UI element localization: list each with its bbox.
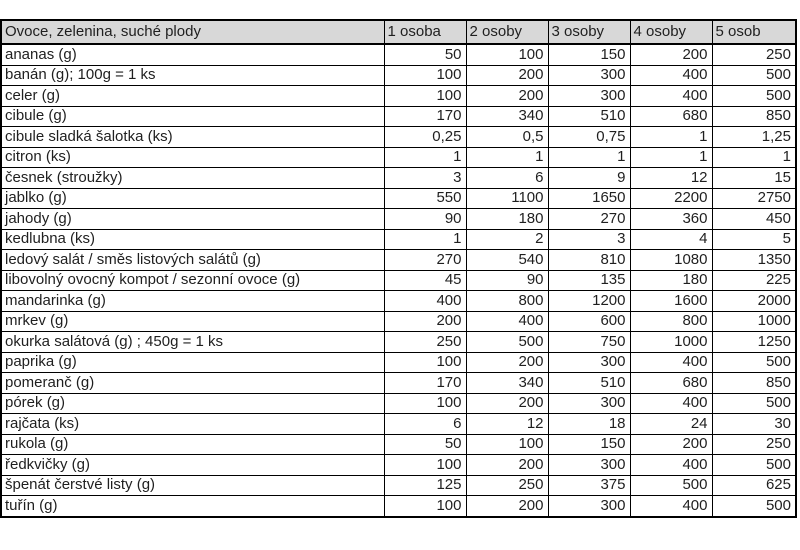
row-value-cell: 375 — [548, 475, 630, 496]
row-label-cell: pórek (g) — [1, 393, 384, 414]
row-value-cell: 600 — [548, 311, 630, 332]
row-value-cell: 360 — [630, 209, 712, 230]
row-value-cell: 750 — [548, 332, 630, 353]
row-value-cell: 500 — [712, 65, 796, 86]
row-label-cell: citron (ks) — [1, 147, 384, 168]
row-value-cell: 400 — [630, 455, 712, 476]
row-value-cell: 100 — [384, 352, 466, 373]
row-label-cell: celer (g) — [1, 86, 384, 107]
row-value-cell: 12 — [466, 414, 548, 435]
row-value-cell: 100 — [384, 86, 466, 107]
table-header-category: Ovoce, zelenina, suché plody — [1, 20, 384, 44]
row-value-cell: 400 — [630, 86, 712, 107]
row-value-cell: 90 — [466, 270, 548, 291]
table-row — [1, 250, 796, 271]
row-value-cell: 340 — [466, 106, 548, 127]
row-label-cell: česnek (stroužky) — [1, 168, 384, 189]
row-value-cell: 125 — [384, 475, 466, 496]
table-row — [1, 352, 796, 373]
row-value-cell: 300 — [548, 393, 630, 414]
row-value-cell: 1100 — [466, 188, 548, 209]
row-value-cell: 1650 — [548, 188, 630, 209]
row-value-cell: 1,25 — [712, 127, 796, 148]
row-value-cell: 1250 — [712, 332, 796, 353]
row-value-cell: 400 — [630, 65, 712, 86]
row-value-cell: 500 — [712, 393, 796, 414]
row-value-cell: 200 — [384, 311, 466, 332]
table-row — [1, 270, 796, 291]
row-value-cell: 200 — [466, 65, 548, 86]
row-label-cell: ředkvičky (g) — [1, 455, 384, 476]
table-header-5-osob: 5 osob — [712, 20, 796, 44]
row-label-cell: paprika (g) — [1, 352, 384, 373]
row-label-cell: špenát čerstvé listy (g) — [1, 475, 384, 496]
row-value-cell: 1350 — [712, 250, 796, 271]
row-label-cell: ananas (g) — [1, 44, 384, 65]
row-value-cell: 12 — [630, 168, 712, 189]
table-header-3-osoby: 3 osoby — [548, 20, 630, 44]
row-value-cell: 15 — [712, 168, 796, 189]
row-value-cell: 300 — [548, 455, 630, 476]
table-row — [1, 455, 796, 476]
row-value-cell: 1000 — [712, 311, 796, 332]
row-label-cell: jahody (g) — [1, 209, 384, 230]
row-value-cell: 200 — [466, 352, 548, 373]
row-value-cell: 300 — [548, 352, 630, 373]
row-label-cell: cibule sladká šalotka (ks) — [1, 127, 384, 148]
row-value-cell: 200 — [466, 393, 548, 414]
row-value-cell: 1 — [712, 147, 796, 168]
row-value-cell: 100 — [384, 393, 466, 414]
row-value-cell: 200 — [466, 496, 548, 517]
row-value-cell: 200 — [466, 86, 548, 107]
row-value-cell: 400 — [630, 352, 712, 373]
row-value-cell: 810 — [548, 250, 630, 271]
row-value-cell: 1600 — [630, 291, 712, 312]
row-value-cell: 680 — [630, 106, 712, 127]
row-value-cell: 1 — [630, 127, 712, 148]
table-row — [1, 86, 796, 107]
table-row — [1, 393, 796, 414]
row-value-cell: 500 — [712, 496, 796, 517]
row-value-cell: 500 — [712, 352, 796, 373]
table-row — [1, 106, 796, 127]
table-row — [1, 496, 796, 517]
row-value-cell: 50 — [384, 434, 466, 455]
row-value-cell: 1 — [630, 147, 712, 168]
row-value-cell: 90 — [384, 209, 466, 230]
row-label-cell: cibule (g) — [1, 106, 384, 127]
row-value-cell: 510 — [548, 106, 630, 127]
row-value-cell: 680 — [630, 373, 712, 394]
row-label-cell: banán (g); 100g = 1 ks — [1, 65, 384, 86]
row-value-cell: 340 — [466, 373, 548, 394]
row-value-cell: 150 — [548, 44, 630, 65]
row-value-cell: 45 — [384, 270, 466, 291]
table-header-row — [1, 20, 796, 44]
row-value-cell: 400 — [384, 291, 466, 312]
row-value-cell: 3 — [548, 229, 630, 250]
row-value-cell: 2 — [466, 229, 548, 250]
table-row — [1, 168, 796, 189]
table-row — [1, 229, 796, 250]
row-value-cell: 100 — [466, 44, 548, 65]
row-label-cell: mandarinka (g) — [1, 291, 384, 312]
row-value-cell: 540 — [466, 250, 548, 271]
row-value-cell: 24 — [630, 414, 712, 435]
row-value-cell: 800 — [466, 291, 548, 312]
row-label-cell: mrkev (g) — [1, 311, 384, 332]
row-value-cell: 100 — [384, 455, 466, 476]
row-value-cell: 500 — [466, 332, 548, 353]
table-row — [1, 209, 796, 230]
table-row — [1, 311, 796, 332]
row-value-cell: 400 — [466, 311, 548, 332]
row-label-cell: libovolný ovocný kompot / sezonní ovoce (g) — [1, 270, 384, 291]
table-header-4-osoby: 4 osoby — [630, 20, 712, 44]
row-value-cell: 200 — [630, 44, 712, 65]
row-value-cell: 850 — [712, 106, 796, 127]
row-value-cell: 1 — [384, 229, 466, 250]
row-label-cell: okurka salátová (g) ; 450g = 1 ks — [1, 332, 384, 353]
table-row — [1, 147, 796, 168]
table-row — [1, 434, 796, 455]
row-value-cell: 300 — [548, 496, 630, 517]
row-value-cell: 9 — [548, 168, 630, 189]
row-label-cell: pomeranč (g) — [1, 373, 384, 394]
row-label-cell: rajčata (ks) — [1, 414, 384, 435]
row-value-cell: 800 — [630, 311, 712, 332]
row-value-cell: 550 — [384, 188, 466, 209]
row-value-cell: 100 — [384, 65, 466, 86]
row-label-cell: rukola (g) — [1, 434, 384, 455]
table-row — [1, 44, 796, 65]
row-value-cell: 3 — [384, 168, 466, 189]
row-value-cell: 300 — [548, 86, 630, 107]
row-value-cell: 625 — [712, 475, 796, 496]
table-body — [1, 44, 796, 517]
row-value-cell: 500 — [712, 455, 796, 476]
row-value-cell: 1 — [548, 147, 630, 168]
food-portions-table — [0, 19, 797, 518]
row-value-cell: 100 — [466, 434, 548, 455]
row-value-cell: 510 — [548, 373, 630, 394]
row-value-cell: 2000 — [712, 291, 796, 312]
row-value-cell: 225 — [712, 270, 796, 291]
row-value-cell: 0,75 — [548, 127, 630, 148]
table-row — [1, 373, 796, 394]
row-value-cell: 250 — [466, 475, 548, 496]
row-value-cell: 100 — [384, 496, 466, 517]
table-header-2-osoby: 2 osoby — [466, 20, 548, 44]
row-value-cell: 50 — [384, 44, 466, 65]
row-value-cell: 30 — [712, 414, 796, 435]
row-value-cell: 150 — [548, 434, 630, 455]
row-value-cell: 180 — [630, 270, 712, 291]
row-value-cell: 4 — [630, 229, 712, 250]
row-value-cell: 500 — [712, 86, 796, 107]
row-label-cell: ledový salát / směs listových salátů (g) — [1, 250, 384, 271]
row-value-cell: 1200 — [548, 291, 630, 312]
row-label-cell: jablko (g) — [1, 188, 384, 209]
row-value-cell: 0,5 — [466, 127, 548, 148]
row-value-cell: 400 — [630, 496, 712, 517]
row-value-cell: 200 — [630, 434, 712, 455]
row-value-cell: 1080 — [630, 250, 712, 271]
table-row — [1, 475, 796, 496]
row-value-cell: 270 — [384, 250, 466, 271]
row-label-cell: kedlubna (ks) — [1, 229, 384, 250]
row-value-cell: 170 — [384, 106, 466, 127]
table-row — [1, 188, 796, 209]
row-value-cell: 180 — [466, 209, 548, 230]
row-value-cell: 400 — [630, 393, 712, 414]
row-value-cell: 300 — [548, 65, 630, 86]
table-row — [1, 291, 796, 312]
row-value-cell: 250 — [384, 332, 466, 353]
row-value-cell: 850 — [712, 373, 796, 394]
table-row — [1, 127, 796, 148]
row-value-cell: 6 — [466, 168, 548, 189]
table-row — [1, 332, 796, 353]
row-value-cell: 1 — [466, 147, 548, 168]
row-value-cell: 450 — [712, 209, 796, 230]
table-row — [1, 65, 796, 86]
row-value-cell: 170 — [384, 373, 466, 394]
row-value-cell: 135 — [548, 270, 630, 291]
row-value-cell: 500 — [630, 475, 712, 496]
row-label-cell: tuřín (g) — [1, 496, 384, 517]
row-value-cell: 250 — [712, 434, 796, 455]
row-value-cell: 1 — [384, 147, 466, 168]
row-value-cell: 5 — [712, 229, 796, 250]
row-value-cell: 0,25 — [384, 127, 466, 148]
row-value-cell: 2750 — [712, 188, 796, 209]
row-value-cell: 270 — [548, 209, 630, 230]
row-value-cell: 6 — [384, 414, 466, 435]
row-value-cell: 1000 — [630, 332, 712, 353]
table-header-1-osoba: 1 osoba — [384, 20, 466, 44]
row-value-cell: 2200 — [630, 188, 712, 209]
row-value-cell: 250 — [712, 44, 796, 65]
row-value-cell: 18 — [548, 414, 630, 435]
row-value-cell: 200 — [466, 455, 548, 476]
table-row — [1, 414, 796, 435]
